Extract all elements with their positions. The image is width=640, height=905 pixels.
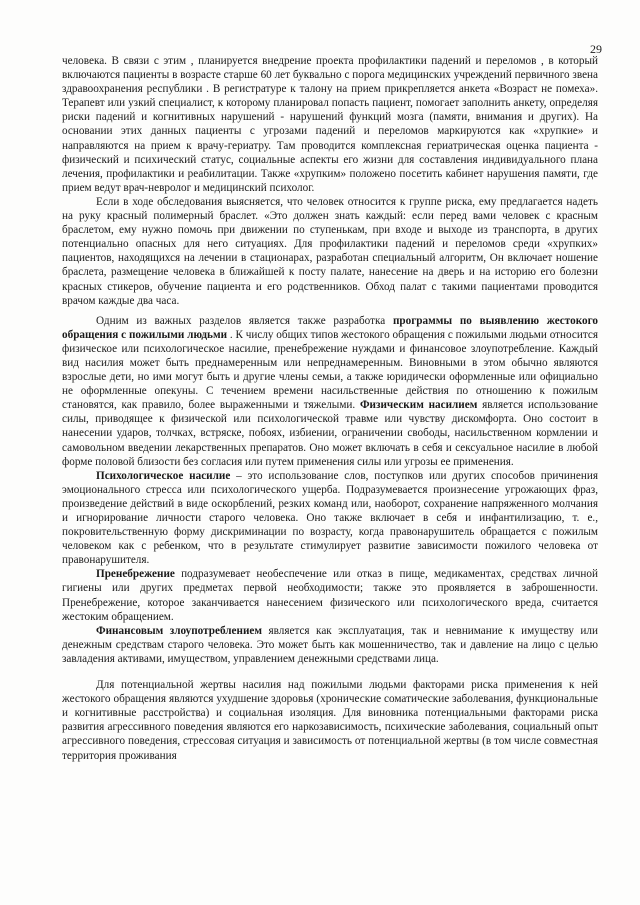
paragraph [62, 567, 598, 623]
bold-run: программы по выявлению жестокого обращения с пожилыми людьми [62, 314, 599, 341]
text-run: является использование силы, приводящее к физической или психологической травме или чувству дискомфорта. Оно состоит в нанесении ударов, толчках, встряске, побоях, избиении, ограничении свободы, насильственном кормлении и самовольном введении лекарственных препаратов. Оно может включать в себя и сексуальное насилие в любой форме половой близости без согласия или путем применения силы или угрозы ее применения. [62, 399, 599, 468]
paragraph [62, 469, 598, 568]
paragraph [62, 314, 598, 469]
bold-run: Психологическое насилие [96, 469, 231, 482]
page-number: 29 [590, 42, 602, 56]
bold-run: Физическим насилием [359, 399, 478, 412]
paragraph [62, 54, 598, 195]
text-run: подразумевает необеспечение или отказ в пище, медикаментах, средствах личной гигиены или других предметах первой необходимости; также это проявляется в заброшенности. Пренебрежение, которое заканчивается нанесением физического или психологического вреда, считается жестоким обращением. [62, 568, 598, 623]
text-run: Если в ходе обследования выясняется, что человек относится к группе риска, ему предлагается надеть на руку красный полимерный браслет. «Это должен знать каждый: если перед вами человек с красным браслетом, ему нужно помочь при движении по ступенькам, при входе и выходе из транспорта, в других потенциально опасных для него ситуациях. Для профилактики падений и переломов среди «хрупких» пациентов, находящихся на лечении в стационарах, разработан специальный алгоритм, Он включает ношение браслета, размещение человека в ближайшей к посту палате, нанесение на дверь и на историю его болезни красных стикеров, обучение пациента и его родственников. Обход палат с такими пациентами проводится врачом каждые два часа. [62, 195, 598, 307]
body-text [62, 54, 598, 763]
text-run: является как эксплуатация, так и невнимание к имуществу или денежным средствам старого человека. Это может быть как мошенничество, так и давление на лицо с целью завладения активами, имуществом, управлением денежными средствами лица. [62, 624, 598, 665]
paragraph [62, 624, 598, 666]
text-run: . К числу общих типов жестокого обращения с пожилыми людьми относится физическое или психологическое насилие, пренебрежение нуждами и финансовое злоупотребление. Каждый вид насилия может быть преднамеренным или непреднамеренным. Виновными в этом обычно являются взрослые дети, но ими могут быть и другие члены семьи, а также юридически оформленные или официально не оформленные опекуны. С течением времени насильственные действия по отношению к пожилым становятся, как правило, более выраженными и тяжелыми. [62, 328, 598, 412]
text-run: Одним из важных разделов является также разработка [96, 314, 393, 327]
text-run: человека. В связи с этим , планируется внедрение проекта профилактики падений и переломов , в который включаются пациенты в возрасте старше 60 лет буквально с порога медицинских учреждений первичного звена здравоохранения республики . В регистратуре к талону на прием прикрепляется анкета «Возраст не помеха». Терапевт или узкий специалист, к которому планировал попасть пациент, помогает заполнить анкету, определяя риски падений и когнитивных нарушений - нарушений функций мозга (памяти, внимания и других). На основании этих данных пациенты с угрозами падений и переломов маркируются как «хрупкие» и направляются на прием к врачу-гериатру. Там проводится комплексная гериатрическая оценка пациента - физический и психический статус, социальные аспекты его жизни для составления индивидуального плана лечения, профилактики и реабилитации. Также «хрупким» положено посетить кабинет нарушения памяти, где прием ведут врач-невролог и медицинский психолог. [62, 55, 598, 194]
text-run: – это использование слов, поступков или других способов причинения эмоционального стресса или психологического ущерба. Подразумевается произнесение угрожающих фраз, произведение действий в виде оскорблений, резких команд или, наоборот, сохранение напряженного молчания и игнорирование личности старого человека. Оно также включает в себя и инфантилизацию, т. е., покровительственную форму дискриминации по возрасту, когда правонарушитель обращается с пожилым человеком как с ребенком, что в результате стимулирует развитие зависимости пожилого человека от правонарушителя. [62, 469, 598, 567]
paragraph [62, 678, 598, 763]
paragraph [62, 195, 598, 308]
bold-run: Финансовым злоупотреблением [96, 624, 262, 637]
text-run: Для потенциальной жертвы насилия над пожилыми людьми факторами риска применения к ней жестокого обращения являются ухудшение здоровья (хронические соматические заболевания, функциональные и когнитивные расстройства) и социальная изоляция. Для виновника потенциальными факторами риска развития агрессивного поведения являются его наркозависимость, психические заболевания, социальный опыт агрессивного поведения, стрессовая ситуация и зависимость от потенциальной жертвы (в том числе совместная территория проживания [62, 679, 598, 762]
bold-run: Пренебрежение [96, 568, 175, 581]
